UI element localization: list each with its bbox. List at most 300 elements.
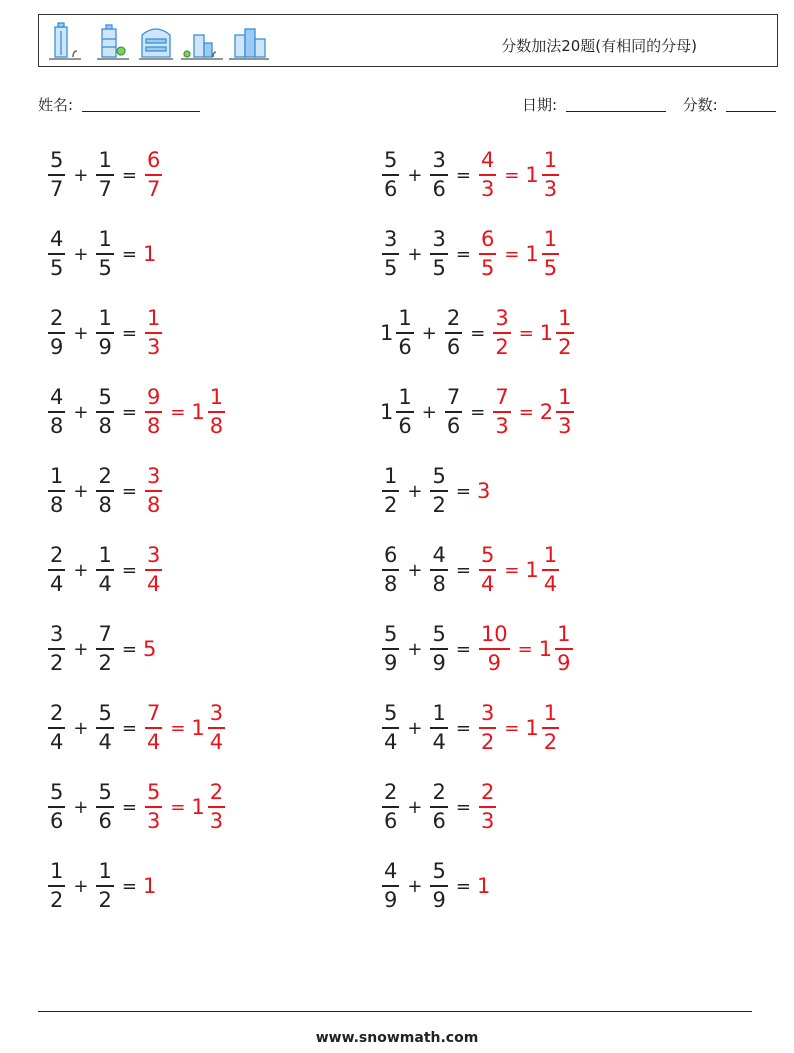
fraction [428, 703, 449, 753]
numerator: 5 [98, 701, 112, 726]
whole-part: 1 [525, 242, 539, 266]
equals-sign: = [121, 243, 137, 265]
equals-sign: = [504, 243, 520, 265]
fraction-bar [382, 885, 399, 887]
numerator: 7 [146, 701, 161, 726]
denominator: 9 [98, 334, 112, 359]
plus-sign: + [421, 401, 437, 423]
denominator: 2 [50, 887, 64, 912]
whole-part: 1 [191, 716, 205, 740]
denominator: 4 [146, 571, 161, 596]
denominator: 2 [98, 887, 112, 912]
fraction-bar [382, 806, 399, 808]
plus-sign: + [73, 638, 89, 660]
denominator: 4 [543, 571, 558, 596]
fraction-bar [48, 648, 65, 650]
whole-number [143, 242, 157, 266]
numerator: 3 [480, 701, 495, 726]
fraction [428, 545, 449, 595]
plus-sign: + [407, 480, 423, 502]
denominator: 4 [480, 571, 495, 596]
fraction-stack [145, 703, 162, 753]
whole-number [477, 479, 491, 503]
numerator: 2 [50, 701, 64, 726]
fraction-bar [48, 569, 65, 571]
numerator: 5 [432, 622, 446, 647]
whole-part: 2 [539, 400, 554, 424]
fraction-stack [479, 624, 510, 674]
whole-part: 1 [538, 637, 553, 661]
fraction [380, 782, 401, 832]
equals-sign: = [470, 401, 486, 423]
fraction-bar [382, 490, 399, 492]
name-field [38, 94, 200, 115]
equals-sign: = [121, 401, 137, 423]
denominator: 6 [398, 413, 412, 438]
fraction-stack [48, 387, 65, 437]
fraction [143, 150, 164, 200]
fraction [380, 308, 416, 358]
equals-sign: = [121, 480, 137, 502]
fraction-stack [396, 387, 413, 437]
problem-item [46, 463, 164, 519]
fraction-bar [479, 569, 496, 571]
fraction-stack [145, 387, 162, 437]
plus-sign: + [73, 559, 89, 581]
numerator: 3 [432, 148, 446, 173]
whole-part: 1 [191, 795, 205, 819]
denominator: 8 [98, 492, 112, 517]
numerator: 5 [384, 622, 398, 647]
plus-sign: + [73, 796, 89, 818]
fraction [143, 782, 164, 832]
date-score-field [522, 94, 776, 115]
denominator: 4 [50, 729, 64, 754]
fraction-stack [493, 308, 510, 358]
plus-sign: + [407, 875, 423, 897]
equals-sign: = [121, 638, 137, 660]
problem-item [46, 779, 227, 835]
denominator: 9 [432, 650, 446, 675]
date-blank[interactable] [566, 97, 666, 112]
fraction-bar [542, 253, 559, 255]
fraction [94, 861, 115, 911]
fraction-stack [48, 703, 65, 753]
numerator: 3 [432, 227, 446, 252]
name-label: 姓名: [38, 96, 74, 114]
equals-sign: = [121, 322, 137, 344]
fraction [380, 861, 401, 911]
denominator: 4 [50, 571, 64, 596]
fraction [191, 782, 227, 832]
fraction-stack [479, 782, 496, 832]
fraction-bar [145, 727, 162, 729]
fraction-bar [430, 490, 447, 492]
numerator: 1 [98, 543, 112, 568]
fraction [539, 624, 575, 674]
footer-divider [38, 1011, 752, 1012]
fraction-bar [96, 806, 113, 808]
fraction [143, 703, 164, 753]
whole-part: 1 [525, 716, 539, 740]
numerator: 5 [146, 780, 161, 805]
fraction [94, 387, 115, 437]
fraction-bar [208, 727, 225, 729]
fraction-stack [96, 229, 113, 279]
fraction-bar [208, 411, 225, 413]
equals-sign: = [121, 796, 137, 818]
numerator: 1 [543, 701, 558, 726]
fraction-stack [48, 308, 65, 358]
equals-sign: = [518, 401, 534, 423]
denominator: 7 [50, 176, 64, 201]
problem-item [46, 305, 164, 361]
fraction-stack [145, 150, 162, 200]
fraction [46, 387, 67, 437]
fraction-stack [479, 150, 496, 200]
plus-sign: + [407, 243, 423, 265]
plus-sign: + [73, 717, 89, 739]
equals-sign: = [504, 559, 520, 581]
numerator: 3 [146, 543, 161, 568]
fraction [94, 782, 115, 832]
numerator: 3 [146, 464, 161, 489]
fraction [94, 703, 115, 753]
numerator: 1 [209, 385, 224, 410]
equals-sign: = [170, 796, 186, 818]
fraction [191, 703, 227, 753]
whole-number [477, 874, 491, 898]
numerator: 1 [98, 306, 112, 331]
equals-sign: = [121, 559, 137, 581]
numerator: 5 [50, 780, 64, 805]
fraction [477, 782, 498, 832]
fraction-stack [96, 782, 113, 832]
numerator: 1 [432, 701, 446, 726]
fraction-bar [48, 253, 65, 255]
denominator: 5 [384, 255, 398, 280]
fraction-bar [145, 806, 162, 808]
fraction-stack [430, 624, 447, 674]
denominator: 4 [146, 729, 161, 754]
fraction-bar [96, 648, 113, 650]
equals-sign: = [455, 480, 471, 502]
fraction-bar [48, 411, 65, 413]
plus-sign: + [407, 164, 423, 186]
numerator: 2 [98, 464, 112, 489]
fraction-stack [382, 150, 399, 200]
numerator: 5 [50, 148, 64, 173]
fraction-stack [96, 703, 113, 753]
equals-sign: = [504, 164, 520, 186]
fraction-stack [542, 150, 559, 200]
denominator: 5 [432, 255, 446, 280]
fraction-stack [430, 545, 447, 595]
denominator: 5 [480, 255, 495, 280]
fraction [94, 229, 115, 279]
equals-sign: = [170, 401, 186, 423]
denominator: 6 [432, 176, 446, 201]
fraction-bar [145, 411, 162, 413]
numerator: 1 [543, 148, 558, 173]
denominator: 2 [432, 492, 446, 517]
fraction-stack [48, 624, 65, 674]
fraction [46, 308, 67, 358]
equals-sign: = [517, 638, 533, 660]
name-blank[interactable] [82, 97, 200, 112]
equals-sign: = [455, 243, 471, 265]
denominator: 2 [384, 492, 398, 517]
fraction-stack [48, 782, 65, 832]
plus-sign: + [421, 322, 437, 344]
fraction [525, 545, 561, 595]
numerator: 5 [480, 543, 495, 568]
fraction [46, 150, 67, 200]
fraction-bar [479, 648, 510, 650]
equals-sign: = [455, 796, 471, 818]
denominator: 5 [98, 255, 112, 280]
denominator: 8 [432, 571, 446, 596]
fraction-bar [96, 569, 113, 571]
fraction-bar [96, 253, 113, 255]
fraction [143, 387, 164, 437]
whole-part: 1 [539, 321, 554, 345]
fraction [477, 545, 498, 595]
denominator: 8 [209, 413, 224, 438]
fraction-stack [96, 545, 113, 595]
fraction-bar [430, 174, 447, 176]
fraction-bar [493, 411, 510, 413]
plus-sign: + [73, 480, 89, 502]
fraction [443, 387, 464, 437]
fraction-stack [208, 387, 225, 437]
fraction-stack [382, 624, 399, 674]
denominator: 4 [384, 729, 398, 754]
fraction-stack [493, 387, 510, 437]
denominator: 9 [384, 887, 398, 912]
denominator: 8 [146, 492, 161, 517]
denominator: 5 [543, 255, 558, 280]
fraction-stack [145, 308, 162, 358]
fraction-bar [396, 411, 413, 413]
fraction-stack [542, 545, 559, 595]
fraction-stack [382, 782, 399, 832]
whole-part: 1 [191, 400, 205, 424]
fraction [491, 308, 512, 358]
numerator: 7 [98, 622, 112, 647]
fraction-stack [96, 308, 113, 358]
denominator: 3 [480, 808, 495, 833]
fraction [380, 624, 401, 674]
denominator: 7 [146, 176, 161, 201]
numerator: 1 [558, 385, 572, 410]
fraction-bar [382, 727, 399, 729]
numerator: 2 [50, 306, 64, 331]
denominator: 9 [432, 887, 446, 912]
fraction-bar [48, 332, 65, 334]
plus-sign: + [73, 322, 89, 344]
numerator: 5 [432, 464, 446, 489]
fraction-bar [445, 411, 462, 413]
numerator: 1 [50, 464, 64, 489]
fraction [525, 150, 561, 200]
fraction-bar [430, 648, 447, 650]
denominator: 6 [384, 176, 398, 201]
denominator: 8 [50, 492, 64, 517]
fraction [94, 308, 115, 358]
fraction-bar [145, 332, 162, 334]
numerator: 1 [558, 306, 572, 331]
denominator: 5 [50, 255, 64, 280]
denominator: 6 [446, 334, 461, 359]
fraction-bar [96, 332, 113, 334]
plus-sign: + [73, 875, 89, 897]
numerator: 4 [384, 859, 398, 884]
denominator: 8 [384, 571, 398, 596]
fraction-bar [396, 332, 413, 334]
numerator: 10 [480, 622, 508, 647]
problem-item [46, 858, 157, 914]
denominator: 7 [98, 176, 112, 201]
fraction-stack [382, 545, 399, 595]
fraction [143, 466, 164, 516]
fraction [540, 387, 576, 437]
fraction-bar [48, 806, 65, 808]
numerator: 1 [398, 385, 412, 410]
fraction [525, 703, 561, 753]
fraction-stack [479, 703, 496, 753]
fraction [540, 308, 576, 358]
fraction-bar [430, 885, 447, 887]
fraction [46, 466, 67, 516]
equals-sign: = [121, 164, 137, 186]
fraction-bar [48, 490, 65, 492]
numerator: 5 [384, 701, 398, 726]
whole-part: 1 [380, 321, 394, 345]
fraction [428, 861, 449, 911]
denominator: 2 [98, 650, 112, 675]
worksheet-title: 分数加法20题(有相同的分母) [501, 37, 697, 55]
fraction-bar [48, 174, 65, 176]
equals-sign: = [121, 717, 137, 739]
denominator: 3 [480, 176, 495, 201]
plus-sign: + [407, 559, 423, 581]
fraction [428, 229, 449, 279]
fraction-bar [542, 174, 559, 176]
problem-item [380, 226, 561, 282]
numerator: 3 [495, 306, 509, 331]
problem-item [380, 858, 491, 914]
fraction-stack [48, 861, 65, 911]
numerator: 4 [50, 227, 64, 252]
fraction-bar [208, 806, 225, 808]
footer-url: www.snowmath.com [315, 1030, 479, 1046]
plus-sign: + [73, 243, 89, 265]
equals-sign: = [504, 717, 520, 739]
fraction [46, 229, 67, 279]
fraction [94, 545, 115, 595]
denominator: 2 [543, 729, 558, 754]
whole-part: 1 [525, 163, 539, 187]
fraction-bar [382, 253, 399, 255]
fraction [380, 703, 401, 753]
numerator: 1 [146, 306, 161, 331]
numerator: 3 [50, 622, 64, 647]
fraction-stack [445, 387, 462, 437]
score-blank[interactable] [726, 97, 776, 112]
fraction [46, 861, 67, 911]
numerator: 6 [480, 227, 495, 252]
fraction-stack [96, 150, 113, 200]
fraction-bar [556, 411, 573, 413]
city-buildings-logo [47, 21, 277, 61]
equals-sign: = [455, 559, 471, 581]
numerator: 5 [98, 385, 112, 410]
fraction [46, 703, 67, 753]
fraction-stack [556, 387, 573, 437]
problem-item [46, 542, 164, 598]
denominator: 2 [50, 650, 64, 675]
denominator: 9 [50, 334, 64, 359]
numerator: 9 [146, 385, 161, 410]
fraction-stack [145, 466, 162, 516]
fraction-stack [396, 308, 413, 358]
plus-sign: + [407, 638, 423, 660]
numerator: 2 [209, 780, 224, 805]
fraction [143, 308, 164, 358]
fraction-bar [542, 569, 559, 571]
fraction-stack [382, 703, 399, 753]
numerator: 1 [384, 464, 398, 489]
fraction [477, 150, 498, 200]
equals-sign: = [455, 638, 471, 660]
fraction [143, 545, 164, 595]
fraction [477, 703, 498, 753]
numerator: 4 [50, 385, 64, 410]
fraction-stack [430, 466, 447, 516]
numerator: 4 [432, 543, 446, 568]
fraction-stack [555, 624, 572, 674]
problem-item [380, 305, 576, 361]
fraction-stack [145, 782, 162, 832]
numerator: 2 [480, 780, 495, 805]
fraction-bar [445, 332, 462, 334]
fraction [380, 229, 401, 279]
fraction-bar [382, 174, 399, 176]
fraction-stack [48, 150, 65, 200]
fraction-stack [382, 861, 399, 911]
numerator: 2 [50, 543, 64, 568]
equals-sign: = [470, 322, 486, 344]
whole-part: 1 [142, 242, 157, 266]
problem-item [46, 621, 157, 677]
fraction [191, 387, 227, 437]
problem-item [380, 700, 561, 756]
fraction-bar [96, 727, 113, 729]
fraction [46, 782, 67, 832]
problem-item [380, 542, 561, 598]
fraction-bar [479, 727, 496, 729]
fraction-stack [208, 782, 225, 832]
numerator: 5 [432, 859, 446, 884]
fraction-stack [48, 545, 65, 595]
denominator: 4 [98, 571, 112, 596]
problem-item [380, 621, 575, 677]
fraction-bar [48, 727, 65, 729]
numerator: 1 [50, 859, 64, 884]
numerator: 3 [209, 701, 224, 726]
fraction [477, 624, 512, 674]
